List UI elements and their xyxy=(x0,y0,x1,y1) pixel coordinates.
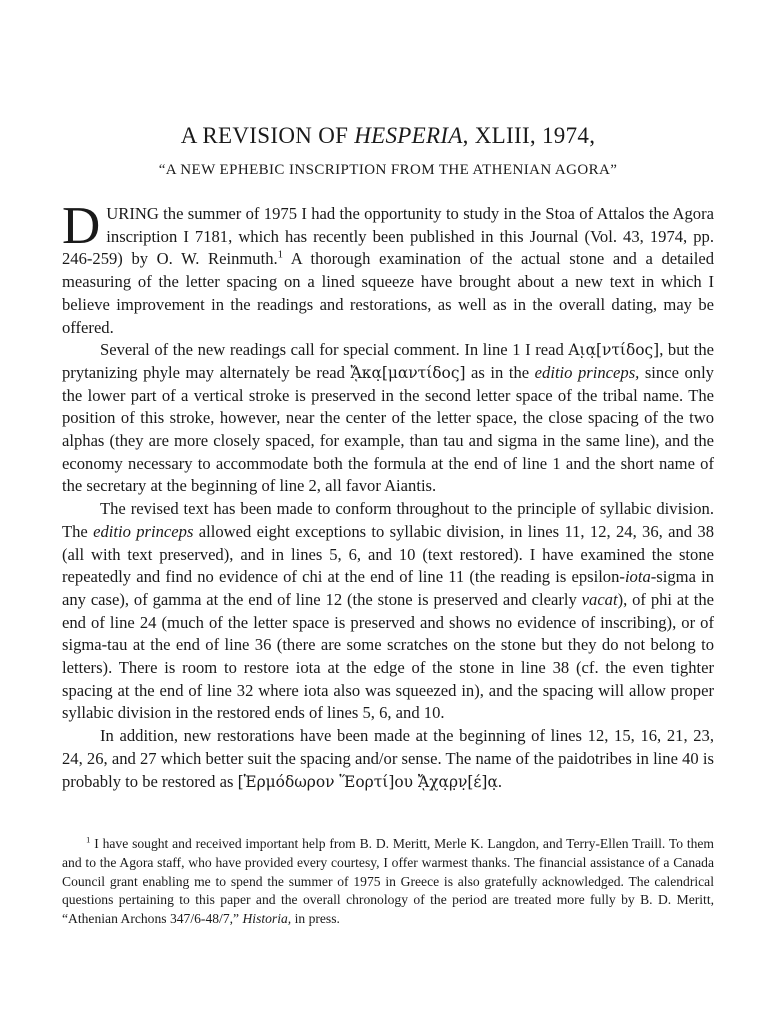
p2-text-1: Several of the new readings call for special comment. In line 1 I read xyxy=(100,340,569,360)
p2-text-3: as in the xyxy=(465,362,535,382)
greek-restoration: [Ἑρμόδωρον Ἕορτί]ου ᾌχα̣ρ̣ν̣[έ]α̣ xyxy=(237,772,498,791)
title-prefix: A REVISION OF xyxy=(180,123,355,148)
p1-text-2: A thorough examination of the actual stone and a detailed measuring of the letter spacing on a lined squeeze have brought about a new text in which I believe improvement in the readings and restorations, as well as in the overall dating, may be offered. xyxy=(62,249,714,337)
footnote-text-1: I have sought and received important help from B. D. Meritt, Merle K. Langdon, and Terry-Ellen Traill. To them and to the Agora staff, who have provided every courtesy, I offer warmest thanks. The financial assistance of a Canada Council grant enabling me to spend the summer of 1975 in Greece is also gratefully acknowledged. The calendrical questions pertaining to this paper and the overall chronology of the period are treated more fully by B. D. Meritt, “Athenian Archons 347/6-48/7,” xyxy=(62,836,714,927)
p4-text-2: . xyxy=(497,771,503,791)
footnote-text-2: in press. xyxy=(291,911,340,927)
p2-text-4: since only the lower part of a vertical stroke is preserved in the second letter space of the tribal name. The position of this stroke, however, near the center of the letter space, the close spacing of the two alphas (they are more closely spaced, for example, than tau and sigma in the same line), and the economy necessary to accommodate both the formula at the end of line 1 and the short name of the secretary at the beginning of line 2, all favor Aiantis. xyxy=(62,362,714,496)
p3-text-1: The revised text has been made to conform throughout to the principle of syllabic division. The xyxy=(62,499,714,541)
title-suffix: , XLIII, 1974, xyxy=(462,123,596,148)
p3-text-2: allowed eight exceptions to syllabic division, in lines 11, 12, 24, 36, and 38 (all with text preserved), and in lines 5, 6, and 10 (text restored). I have examined the stone repeatedly and find no evidence of chi at the end of line 11 (the reading is epsilon- xyxy=(62,521,715,587)
p3-italic-3: vacat xyxy=(581,589,618,609)
title-journal: HESPERIA xyxy=(354,123,463,148)
p2-italic-1: editio princeps, xyxy=(534,362,640,382)
p3-italic-2: iota xyxy=(624,567,651,587)
paragraph-4 xyxy=(62,725,714,793)
footnote-1 xyxy=(62,835,714,929)
footnote-italic: Historia, xyxy=(242,911,292,927)
article-subtitle: “A NEW EPHEBIC INSCRIPTION FROM THE ATHENIAN AGORA” xyxy=(158,162,618,178)
footnote-number: 1 xyxy=(86,834,91,845)
greek-reading-2: ᾌκα̣[μαντίδος] xyxy=(350,363,466,382)
greek-reading-1: Αι̣α̣[ντίδος] xyxy=(568,341,660,360)
p1-text-1: URING the summer of 1975 I had the opportunity to study in the Stoa of Attalos the Agora inscription I 7181, which has recently been published in this Journal (Vol. 43, 1974, pp. 246-259) by O. W. Reinmuth. xyxy=(62,204,714,269)
p3-italic-1: editio princeps xyxy=(93,521,194,541)
p2-text-2: , but the prytanizing phyle may alternately be read xyxy=(62,340,715,382)
footnote xyxy=(62,835,714,929)
article-body xyxy=(62,197,715,793)
p3-text-4: ), of phi at the end of line 24 (much of the letter space is preserved and shows no evidence of inscribing), or of sigma-tau at the end of line 36 (there are some scratches on the stone but they do not belong to letters). There is room to restore iota at the edge of the stone in line 38 (cf. the even tighter spacing at the end of line 32 where iota also was squeezed in), and the spacing will allow proper syllabic division in the restored ends of lines 5, 6, and 10. xyxy=(62,589,714,723)
article-title xyxy=(62,123,714,149)
footnote-ref: 1 xyxy=(277,248,284,261)
p3-text-3: -sigma in any case), of gamma at the end of line 12 (the stone is preserved and clearly xyxy=(62,567,714,609)
drop-cap: D xyxy=(62,197,101,255)
paragraph-2 xyxy=(62,339,714,498)
paragraph-3 xyxy=(62,498,714,725)
p4-text-1: In addition, new restorations have been made at the beginning of lines 12, 15, 16, 21, 23, 24, 26, and 27 which better suit the spacing and/or sense. The name of the paidotribes in line 40 is probably to be restored as xyxy=(62,726,714,791)
paragraph-1 xyxy=(62,197,714,339)
